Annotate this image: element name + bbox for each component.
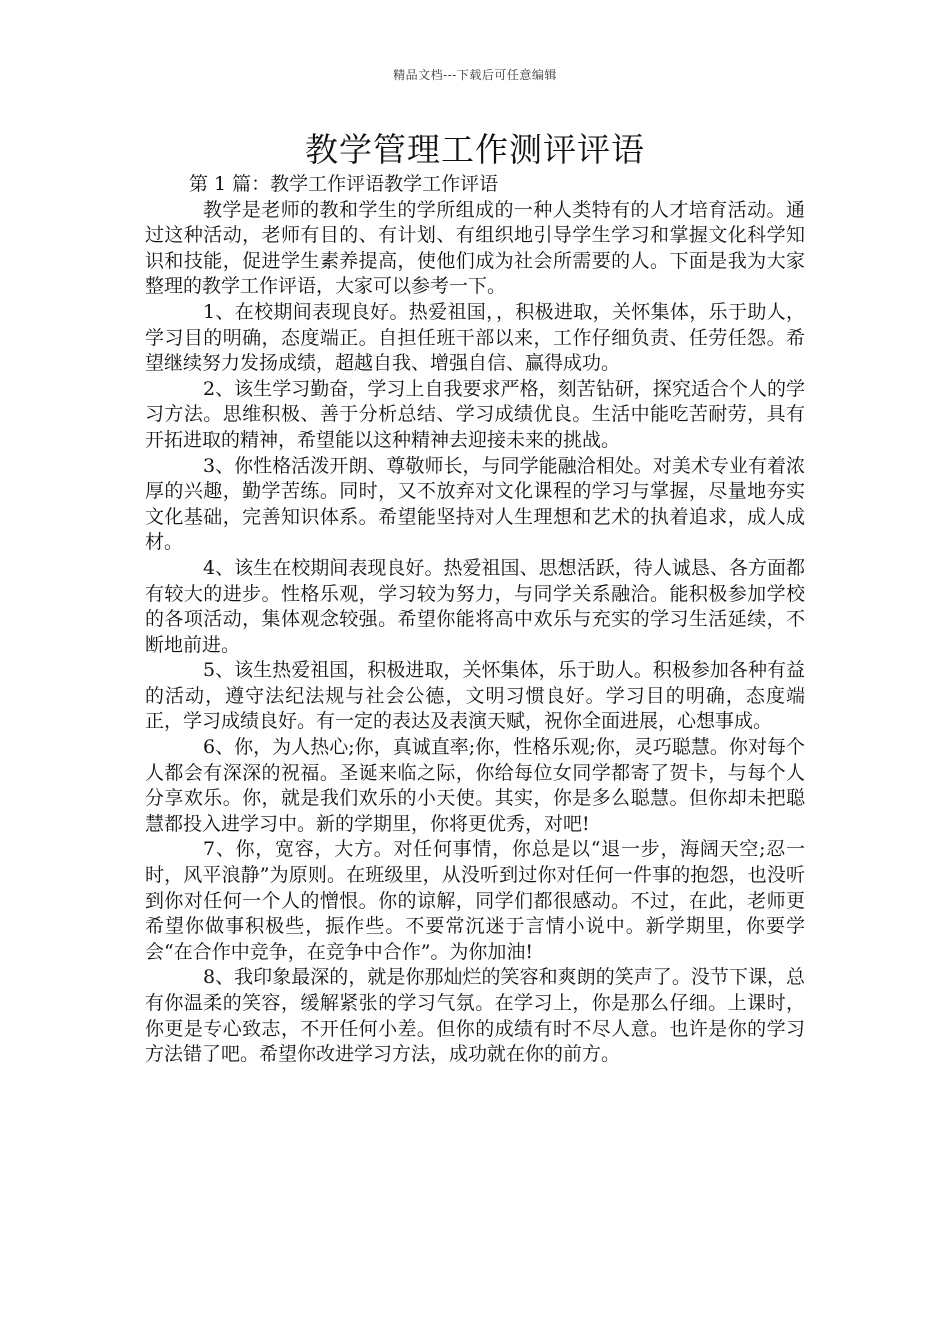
document-body [145,172,805,1068]
section-heading: 第 1 篇：教学工作评语教学工作评语 [189,173,499,195]
comment-paragraph-3: 3、你性格活泼开朗、尊敬师长，与同学能融洽相处。对美术专业有着浓厚的兴趣，勤学苦练。同时，又不放弃对文化课程的学习与掌握，尽量地夯实文化基础，完善知识体系。希望能坚持对人生理想和艺术的执着追求，成人成材。 [145,454,805,554]
comment-paragraph-7: 7、你，宽容，大方。对任何事情，你总是以“退一步，海阔天空;忍一时，风平浪静”为原则。在班级里，从没听到过你对任何一件事的抱怨，也没听到你对任何一个人的憎恨。你的谅解，同学们都很感动。不过，在此，老师更希望你做事积极些，振作些。不要常沉迷于言情小说中。新学期里，你要学会“在合作中竞争，在竞争中合作”。为你加油! [145,838,805,963]
comment-paragraph-6: 6、你，为人热心;你，真诚直率;你，性格乐观;你，灵巧聪慧。你对每个人都会有深深的祝福。圣诞来临之际，你给每位女同学都寄了贺卡，与每个人分享欢乐。你，就是我们欢乐的小天使。其实，你是多么聪慧。但你却未把聪慧都投入进学习中。新的学期里，你将更优秀，对吧! [145,736,805,835]
header-note: 精品文档---下载后可任意编辑 [393,68,557,82]
comment-paragraph-5: 5、该生热爱祖国，积极进取，关怀集体，乐于助人。积极参加各种有益的活动，遵守法纪法规与社会公德，文明习惯良好。学习目的明确，态度端正，学习成绩良好。有一定的表达及表演天赋，祝你全面进展，心想事成。 [145,659,805,733]
comment-paragraph-1: 1、在校期间表现良好。热爱祖国，，积极进取，关怀集体，乐于助人，学习目的明确，态度端正。自担任班干部以来，工作仔细负责、任劳任怨。希望继续努力发扬成绩，超越自我、增强自信、赢得成功。 [145,300,805,375]
document-title: 教学管理工作测评评语 [305,130,645,169]
comment-paragraph-4: 4、该生在校期间表现良好。热爱祖国、思想活跃，待人诚恳、各方面都有较大的进步。性格乐观，学习较为努力，与同学关系融洽。能积极参加学校的各项活动，集体观念较强。希望你能将高中欢乐与充实的学习生活延续，不断地前进。 [145,556,805,656]
comment-paragraph-2: 2、该生学习勤奋，学习上自我要求严格，刻苦钻研，探究适合个人的学习方法。思维积极、善于分析总结、学习成绩优良。生活中能吃苦耐劳，具有开拓进取的精神，希望能以这种精神去迎接未来的挑战。 [145,377,805,451]
comment-paragraph-8: 8、我印象最深的，就是你那灿烂的笑容和爽朗的笑声了。没节下课，总有你温柔的笑容，缓解紧张的学习气氛。在学习上，你是那么仔细。上课时，你更是专心致志，不开任何小差。但你的成绩有时不尽人意。也许是你的学习方法错了吧。希望你改进学习方法，成功就在你的前方。 [145,966,805,1066]
intro-paragraph: 教学是老师的教和学生的学所组成的一种人类特有的人才培育活动。通过这种活动，老师有目的、有计划、有组织地引导学生学习和掌握文化科学知识和技能，促进学生素养提高，使他们成为社会所需要的人。下面是我为大家整理的教学工作评语，大家可以参考一下。 [145,198,805,298]
